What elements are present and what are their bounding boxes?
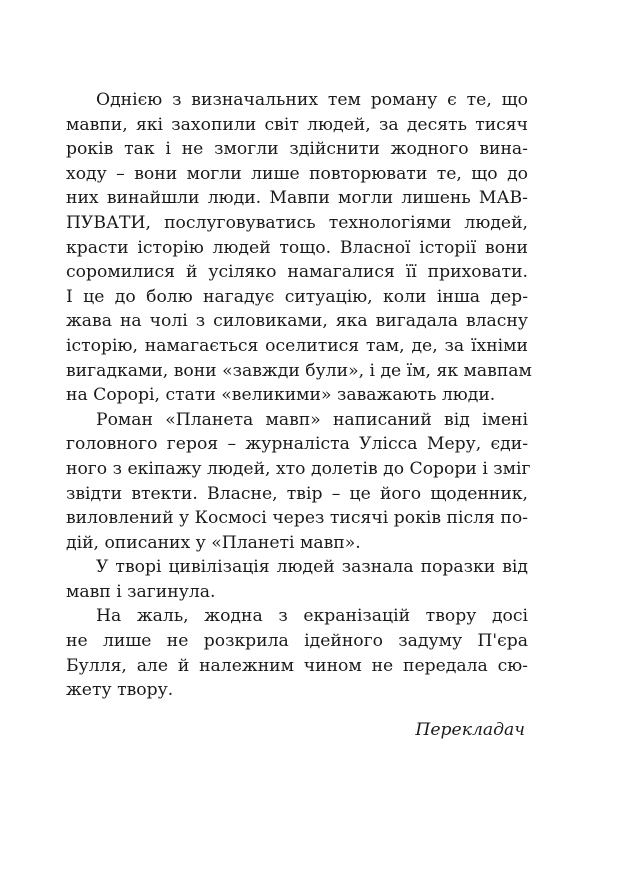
text-line: років так і не змогли здійснити жодного вина- <box>66 139 528 160</box>
text-line: не лише не розкрила ідейного задуму П'єра <box>66 631 528 652</box>
text-line: І це до болю нагадує ситуацію, коли інша дер- <box>66 286 528 307</box>
text-line: виловлений у Космосі через тисячі років після по- <box>66 508 528 529</box>
paragraph-2 <box>66 408 531 556</box>
text-line: У творі цивілізація людей зазнала поразки від <box>96 557 528 578</box>
text-line: ПУВАТИ, послуговуватись технологіями людей, <box>66 212 528 233</box>
text-line: звідти втекти. Власне, твір – це його щоденник, <box>66 483 528 504</box>
text-line: вигадками, вони «завжди були», і де їм, як мавпам <box>66 360 532 381</box>
text-line: ного з екіпажу людей, хто долетів до Сорори і зміг <box>66 458 531 479</box>
text-line: дій, описаних у «Планеті мавп». <box>66 532 361 553</box>
text-line: жава на чолі з силовиками, яка вигадала власну <box>66 311 528 332</box>
text-line: на Сорорі, стати «великими» заважають люди. <box>66 385 496 406</box>
text-line: жету твору. <box>66 680 174 701</box>
paragraph-4 <box>66 604 528 702</box>
text-line: ходу – вони могли лише повторювати те, що до <box>66 163 528 184</box>
text-line: мавпи, які захопили світ людей, за десять тисяч <box>66 114 528 135</box>
text-line: красти історію людей тощо. Власної історії вони <box>66 237 528 258</box>
document-body <box>66 88 532 703</box>
text-line: Роман «Планета мавп» написаний від імені <box>96 409 528 430</box>
paragraph-1 <box>66 88 532 408</box>
text-line: них винайшли люди. Мавпи могли лишень МАВ- <box>66 188 528 209</box>
text-line: історію, намагається оселитися там, де, за їхніми <box>66 335 528 356</box>
text-line: головного героя – журналіста Улісса Меру, єди- <box>66 434 528 455</box>
text-line: Однією з визначальних тем роману є те, що <box>96 90 528 110</box>
translator-signature: Перекладач <box>415 720 525 740</box>
text-line: Булля, але й належним чином не передала сю- <box>66 655 528 676</box>
paragraph-3 <box>66 555 528 604</box>
text-line: На жаль, жодна з екранізацій твору досі <box>96 606 528 627</box>
text-line: соромилися й усіляко намагалися її приховати. <box>66 262 528 283</box>
text-line: мавп і загинула. <box>66 581 216 602</box>
